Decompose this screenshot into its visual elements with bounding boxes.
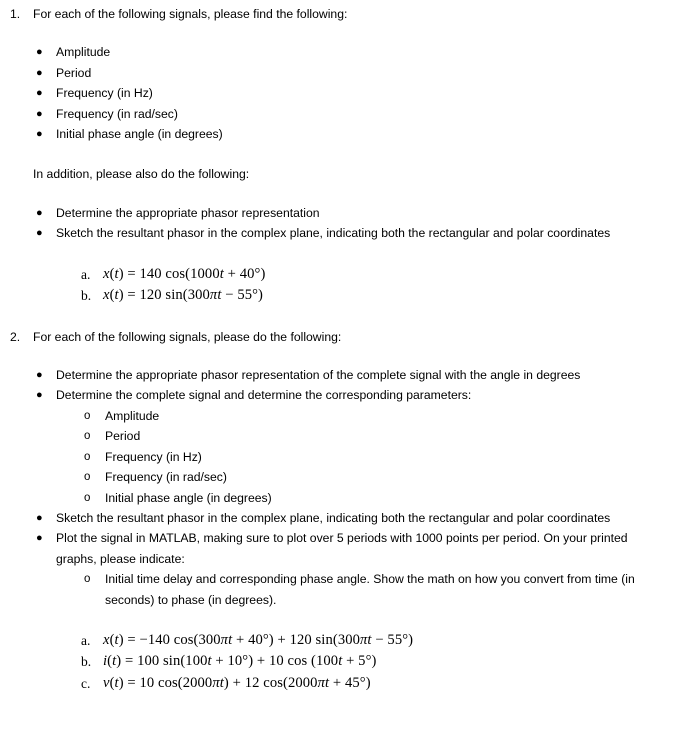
- list-item-label: Initial phase angle (in degrees): [56, 127, 223, 142]
- list-item-label: Determine the appropriate phasor representation: [56, 205, 320, 220]
- bullet-icon: ●: [36, 369, 43, 382]
- list-item: [0, 203, 674, 223]
- equation-label: a.: [81, 632, 91, 648]
- sub-list-item-label: Period: [105, 429, 141, 444]
- list-item-label: Frequency (in rad/sec): [56, 106, 178, 121]
- problem-1-bullet-list: [0, 42, 674, 144]
- bullet-icon: ●: [36, 46, 43, 59]
- spacer: [0, 144, 674, 164]
- list-item: [0, 63, 674, 83]
- sub-bullet-icon: o: [84, 491, 91, 504]
- problem-1-equation-list: [0, 264, 674, 307]
- sub-list-item: [0, 488, 674, 508]
- problem-2-parameter-sublist: [0, 406, 674, 508]
- equation-expression: x(t) = 120 sin(300πt − 55°): [103, 287, 264, 304]
- problem-1-bullet-list-2: [0, 203, 674, 244]
- spacer: [0, 347, 674, 365]
- list-item-label: Sketch the resultant phasor in the complex plane, indicating both the rectangular and polar coordinates: [56, 510, 611, 525]
- sub-bullet-icon: o: [84, 450, 91, 463]
- list-item: [0, 365, 674, 385]
- sub-list-item: [0, 467, 674, 487]
- problem-2-matlab-sublist: [0, 569, 674, 610]
- list-item-label: Period: [56, 65, 92, 80]
- list-item: [0, 223, 674, 243]
- sub-bullet-icon: o: [84, 573, 91, 586]
- bullet-icon: ●: [36, 389, 43, 402]
- equation-row: [0, 651, 674, 673]
- sub-list-item: [0, 447, 674, 467]
- problem-1: [0, 4, 674, 24]
- sub-list-item: [0, 426, 674, 446]
- list-item-label: Determine the appropriate phasor representation of the complete signal with the angle in degrees: [56, 368, 581, 383]
- equation-label: a.: [81, 266, 91, 282]
- sub-list-item: [0, 569, 674, 610]
- equation-row: [0, 285, 674, 307]
- spacer: [0, 610, 674, 630]
- bullet-icon: ●: [36, 128, 43, 141]
- list-item: [0, 528, 674, 569]
- bullet-icon: ●: [36, 206, 43, 219]
- spacer: [0, 244, 674, 264]
- bullet-icon: ●: [36, 532, 43, 545]
- equation-label: c.: [81, 675, 91, 691]
- list-item: [0, 508, 674, 528]
- equation-row: [0, 630, 674, 652]
- list-item: [0, 385, 674, 405]
- bullet-icon: ●: [36, 107, 43, 120]
- bullet-icon: ●: [36, 511, 43, 524]
- list-item-label: Amplitude: [56, 45, 111, 60]
- sub-bullet-icon: o: [84, 430, 91, 443]
- equation-expression: i(t) = 100 sin(100t + 10°) + 10 cos (100t + 5°): [103, 653, 377, 670]
- spacer: [0, 24, 674, 42]
- sub-list-item-label: Frequency (in Hz): [105, 449, 202, 464]
- equation-label: b.: [81, 654, 92, 670]
- sub-list-item: [0, 406, 674, 426]
- equation-expression: v(t) = 10 cos(2000πt) + 12 cos(2000πt + 45°): [103, 674, 371, 691]
- problem-2-bullet-list: [0, 365, 674, 610]
- sub-list-item-label: Amplitude: [105, 408, 160, 423]
- sub-list-item-label: Initial time delay and corresponding phase angle. Show the math on how you convert from time (in seconds) to phase (in degrees).: [105, 572, 635, 607]
- problem-2-equation-list: [0, 630, 674, 695]
- equation-row: [0, 264, 674, 286]
- problem-2-number: 2.: [10, 329, 21, 344]
- sub-list-item-label: Initial phase angle (in degrees): [105, 490, 272, 505]
- problem-2-prompt: For each of the following signals, please do the following:: [33, 329, 342, 344]
- equation-label: b.: [81, 288, 92, 304]
- bullet-icon: ●: [36, 66, 43, 79]
- problem-1-number: 1.: [10, 7, 21, 21]
- list-item-label: Determine the complete signal and determine the corresponding parameters:: [56, 388, 472, 403]
- problem-2: [0, 327, 674, 347]
- problem-1-prompt: For each of the following signals, please find the following:: [33, 7, 348, 21]
- list-item: [0, 42, 674, 62]
- bullet-icon: ●: [36, 87, 43, 100]
- spacer: [0, 185, 674, 203]
- list-item-label: Sketch the resultant phasor in the complex plane, indicating both the rectangular and polar coordinates: [56, 226, 611, 241]
- list-item: [0, 83, 674, 103]
- equation-row: [0, 673, 674, 695]
- spacer: [0, 307, 674, 327]
- sub-bullet-icon: o: [84, 409, 91, 422]
- problem-1-additional-paragraph: In addition, please also do the following:: [33, 167, 250, 182]
- list-item: [0, 104, 674, 124]
- equation-expression: x(t) = −140 cos(300πt + 40°) + 120 sin(300πt − 55°): [103, 631, 414, 648]
- list-item-label: Frequency (in Hz): [56, 86, 153, 101]
- list-item-label: Plot the signal in MATLAB, making sure to plot over 5 periods with 1000 points per period. On your printed graphs, please indicate:: [56, 531, 628, 566]
- bullet-icon: ●: [36, 227, 43, 240]
- list-item: [0, 124, 674, 144]
- sub-list-item-label: Frequency (in rad/sec): [105, 470, 227, 485]
- sub-bullet-icon: o: [84, 471, 91, 484]
- equation-expression: x(t) = 140 cos(1000t + 40°): [103, 265, 266, 282]
